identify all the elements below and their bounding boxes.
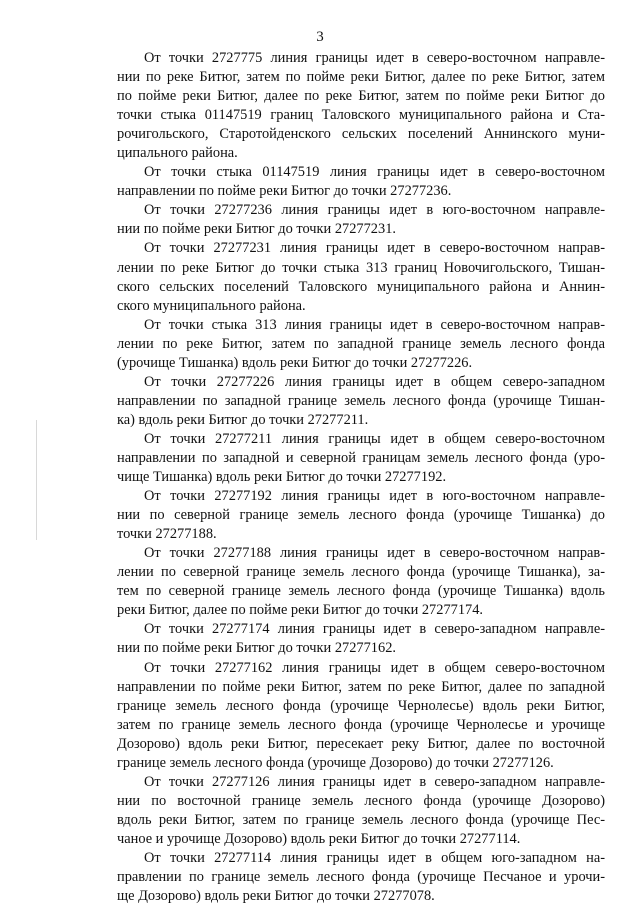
text-line: От точки 27277192 линия границы идет в юго-восточном направле- — [144, 488, 605, 505]
document-body — [117, 49, 605, 906]
paragraph — [117, 487, 605, 544]
text-line: ского сельских поселений Таловского муниципального района и Аннин- — [117, 278, 605, 295]
text-line: От точки 2727775 линия границы идет в северо-восточном направле- — [144, 50, 605, 66]
paragraph — [117, 659, 605, 773]
text-line: лении по северной границе земель лесного фонда (урочище Тишанка), за- — [117, 564, 605, 581]
text-line: лении по реке Битюг, затем по западной границе земель лесного фонда — [117, 335, 605, 352]
text-line: чаное и урочище Дозорово) вдоль реки Битюг до точки 27277114. — [117, 830, 521, 847]
text-line: От точки 27277226 линия границы идет в общем северо-западном — [144, 373, 605, 390]
paragraph — [117, 544, 605, 620]
text-line: ка) вдоль реки Битюг до точки 27277211. — [117, 411, 369, 428]
text-line: вдоль реки Битюг, затем по границе земель лесного фонда (урочище Пес- — [117, 811, 605, 828]
paragraph — [117, 163, 605, 201]
text-line: (урочище Тишанка) вдоль реки Битюг до точки 27277226. — [117, 354, 473, 371]
text-line: направлении по пойме реки Битюг до точки 27277236. — [117, 183, 452, 200]
paragraph — [117, 201, 605, 239]
text-line: точки 27277188. — [117, 526, 217, 543]
text-line: направлении по западной границе земель лесного фонда (урочище Тишан- — [117, 392, 605, 409]
text-line: правлении по границе земель лесного фонда (урочище Песчаное и урочи- — [117, 869, 605, 886]
paragraph — [117, 373, 605, 430]
text-line: по пойме реки Битюг, далее по реке Битюг, затем по пойме реки Битюг до — [117, 88, 605, 105]
text-line: От точки 27277126 линия границы идет в северо-западном направле- — [144, 773, 605, 790]
paragraph — [117, 773, 605, 849]
text-line: границе земель лесного фонда (урочище Чернолесье) вдоль реки Битюг, — [117, 697, 605, 714]
paragraph — [117, 620, 605, 658]
paragraph — [117, 430, 605, 487]
paragraph — [117, 316, 605, 373]
page-number: 3 — [316, 29, 324, 45]
text-line: От точки стыка 313 линия границы идет в северо-восточном направ- — [144, 316, 605, 333]
text-line: От точки 27277162 линия границы идет в общем северо-восточном — [144, 659, 605, 676]
text-line: чище Тишанка) вдоль реки Битюг до точки 27277192. — [117, 469, 447, 486]
paragraph — [117, 49, 605, 163]
text-line: лении по реке Битюг до точки стыка 313 границ Новочигольского, Тишан- — [117, 259, 605, 276]
paragraph — [117, 239, 605, 315]
text-line: ского муниципального района. — [117, 297, 306, 314]
text-line: нии по реке Битюг, затем по пойме реки Битюг, далее по реке Битюг, затем — [117, 69, 605, 86]
text-line: От точки 27277188 линия границы идет в северо-восточном направ- — [144, 545, 605, 562]
text-line: От точки 27277231 линия границы идет в северо-восточном направ- — [144, 240, 605, 257]
scan-artifact-line — [36, 420, 37, 540]
text-line: ципального района. — [117, 145, 238, 162]
text-line: ще Дозорово) вдоль реки Битюг до точки 27277078. — [117, 888, 435, 905]
text-line: рочигольского, Старотойденского сельских поселений Аннинского муни- — [117, 126, 605, 143]
text-line: границе земель лесного фонда (урочище Дозорово) до точки 27277126. — [117, 754, 554, 771]
text-line: От точки 27277211 линия границы идет в общем северо-восточном — [144, 430, 605, 447]
text-line: нии по пойме реки Битюг до точки 27277162. — [117, 640, 396, 657]
text-line: затем по границе земель лесного фонда (урочище Чернолесье и урочище — [117, 716, 605, 733]
text-line: направлении по западной и северной границам земель лесного фонда (уро- — [117, 449, 605, 466]
text-line: От точки стыка 01147519 линия границы идет в северо-восточном — [144, 164, 605, 181]
text-line: Дозорово) вдоль реки Битюг, пересекает реку Битюг, далее по восточной — [117, 735, 605, 752]
text-line: нии по пойме реки Битюг до точки 27277231. — [117, 221, 396, 238]
text-line: тем по северной границе земель лесного фонда (урочище Тишанка) вдоль — [117, 583, 605, 600]
text-line: От точки 27277174 линия границы идет в северо-западном направле- — [144, 621, 605, 638]
text-line: нии по восточной границе земель лесного фонда (урочище Дозорово) — [117, 792, 605, 809]
text-line: направлении по пойме реки Битюг, затем по реке Битюг, далее по западной — [117, 678, 605, 695]
text-line: От точки 27277236 линия границы идет в юго-восточном направле- — [144, 202, 605, 219]
text-line: От точки 27277114 линия границы идет в общем юго-западном на- — [144, 849, 605, 866]
text-line: точки стыка 01147519 границ Таловского муниципального района и Ста- — [117, 107, 605, 124]
text-line: нии по северной границе земель лесного фонда (урочище Тишанка) до — [117, 507, 605, 524]
paragraph — [117, 849, 605, 906]
text-line: реки Битюг, далее по пойме реки Битюг до точки 27277174. — [117, 602, 484, 619]
